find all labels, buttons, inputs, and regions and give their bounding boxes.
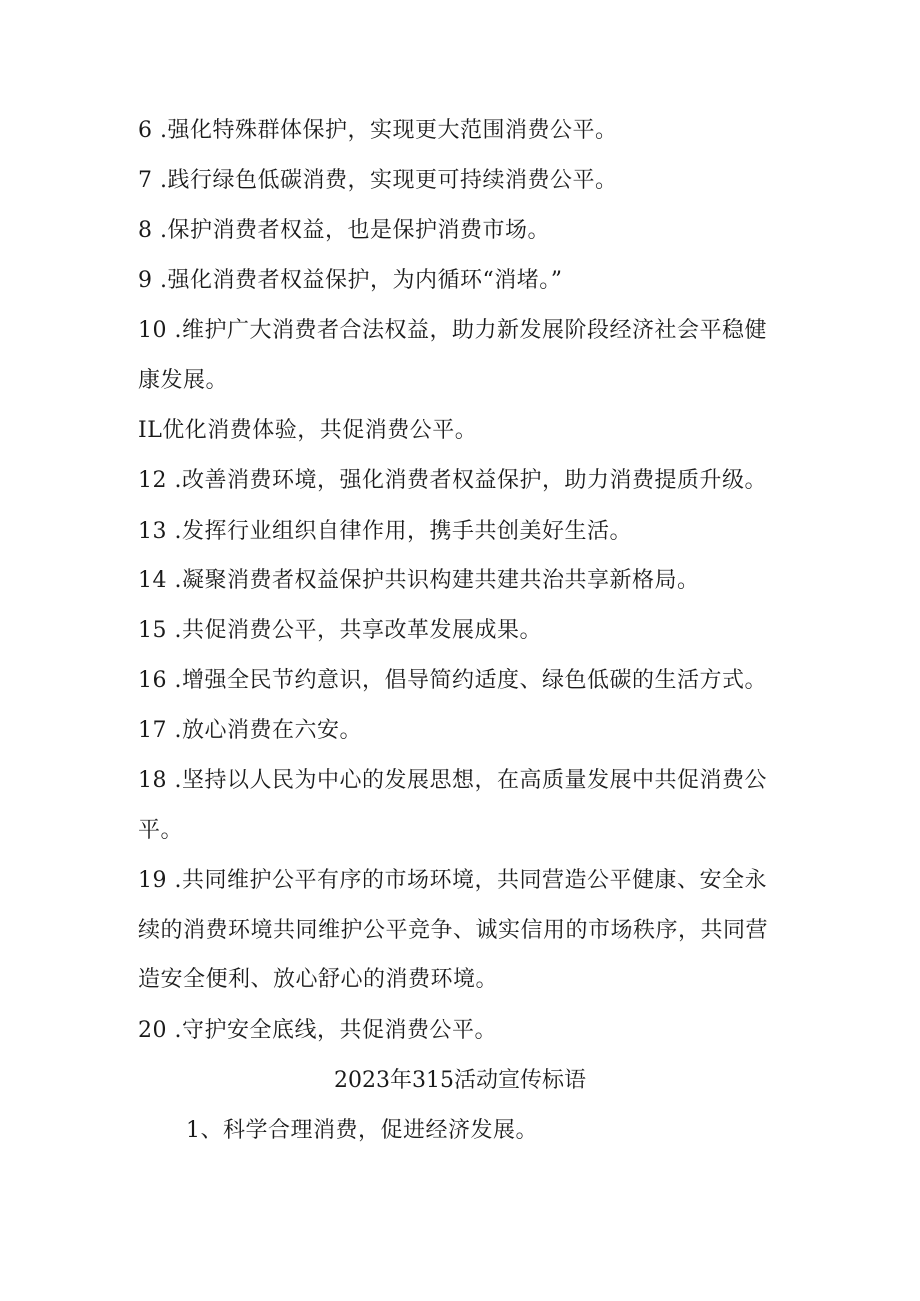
list-item-continuation: 康发展。 [138,368,229,393]
list-item: 6 .强化特殊群体保护，实现更大范围消费公平。 [138,118,618,143]
list-item: 7 .践行绿色低碳消费，实现更可持续消费公平。 [138,168,618,193]
list-item: 9 .强化消费者权益保护，为内循环“消堵。” [138,268,563,293]
list-item: 18 .坚持以人民为中心的发展思想，在高质量发展中共促消费公 [138,768,767,793]
list-item: 8 .保护消费者权益，也是保护消费市场。 [138,218,550,243]
list-item: 16 .增强全民节约意识，倡导简约适度、绿色低碳的生活方式。 [138,668,767,693]
list-item: IL优化消费体验，共促消费公平。 [138,418,478,443]
list-item: 13 .发挥行业组织自律作用，携手共创美好生活。 [138,519,632,544]
list-item: 1、科学合理消费，促进经济发展。 [186,1118,538,1143]
list-item: 10 .维护广大消费者合法权益，助力新发展阶段经济社会平稳健 [138,318,767,343]
list-item: 14 .凝聚消费者权益保护共识构建共建共治共享新格局。 [138,568,700,593]
list-item: 12 .改善消费环境，强化消费者权益保护，助力消费提质升级。 [138,468,767,493]
section-title: 2023年315活动宣传标语 [334,1068,586,1093]
list-item-continuation: 续的消费环境共同维护公平竞争、诚实信用的市场秩序，共同营 [138,918,769,943]
list-item: 20 .守护安全底线，共促消费公平。 [138,1018,497,1043]
list-item-continuation: 平。 [138,818,184,843]
list-item-continuation: 造安全便利、放心舒心的消费环境。 [138,967,499,992]
list-item: 15 .共促消费公平，共享改革发展成果。 [138,618,542,643]
list-item: 19 .共同维护公平有序的市场环境，共同营造公平健康、安全永 [138,868,767,893]
list-item: 17 .放心消费在六安。 [138,718,362,743]
